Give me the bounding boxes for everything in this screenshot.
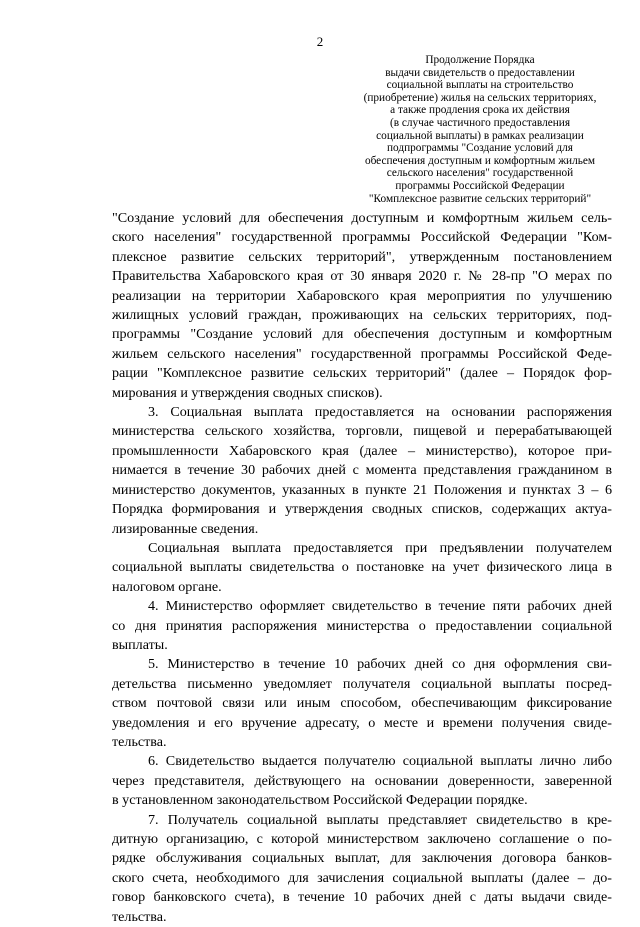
paragraph-line: Правительства Хабаровского края от 30 января 2020 г. № 28-пр "О мерах по	[112, 268, 612, 285]
paragraph-line: налоговом органе.	[112, 578, 222, 595]
paragraph-line: рации "Комплексное развитие сельских территорий" (далее – Порядок фор-	[112, 365, 612, 382]
paragraph-line: реализации на территории Хабаровского края мероприятия по улучшению	[112, 287, 612, 304]
continuation-header-line: (приобретение) жилья на сельских территориях,	[363, 91, 597, 104]
paragraph-line: тельства.	[112, 908, 167, 925]
paragraph-line: ского населения" государственной программы Российской Федерации "Ком-	[112, 229, 612, 246]
paragraph-line: программы "Создание условий для обеспечения доступным и комфортным	[112, 326, 612, 343]
paragraph-line: Социальная выплата предоставляется при предъявлении получателем	[148, 539, 612, 556]
paragraph-line: 4. Министерство оформляет свидетельство в течение пяти рабочих дней	[148, 598, 612, 615]
paragraph-line: социальной выплаты свидетельства о постановке на учет физического лица в	[112, 559, 612, 576]
paragraph-line: ством почтовой связи или иным способом, обеспечивающим фиксирование	[112, 695, 612, 712]
paragraph-line: лизированные сведения.	[112, 520, 259, 537]
paragraph-line: Порядка формирования и утверждения сводных списков, содержащих актуа-	[112, 501, 612, 518]
paragraph-line: министерства сельского хозяйства, торговли, пищевой и перерабатывающей	[112, 423, 612, 440]
paragraph-line: плексное развитие сельских территорий", утвержденным постановлением	[112, 248, 612, 265]
continuation-header-line: подпрограммы "Создание условий для	[387, 142, 573, 155]
paragraph-line: со дня принятия распоряжения министерства о предоставлении социальной	[112, 617, 612, 634]
paragraph-line: мирования и утверждения сводных списков).	[112, 384, 383, 401]
paragraph	[112, 752, 612, 810]
paragraph-line: рядке обслуживания социальных выплат, для заключения договора банков-	[112, 850, 612, 867]
continuation-header-line: социальной выплаты на строительство	[386, 79, 574, 92]
paragraph-line: говор банковского счета), в течение 10 рабочих дней с даты выдачи свиде-	[112, 889, 612, 906]
continuation-header-line: программы Российской Федерации	[395, 179, 565, 192]
paragraph-line: министерство документов, указанных в пункте 21 Положения и пунктах 3 – 6	[112, 481, 612, 498]
continuation-header-line: "Комплексное развитие сельских территорий"	[368, 192, 592, 205]
continuation-header-line: социальной выплаты) в рамках реализации	[376, 129, 584, 142]
continuation-header-line: а также продления срока их действия	[390, 104, 570, 117]
continuation-header-line: Продолжение Порядка	[425, 54, 535, 66]
paragraph-line: тельства.	[112, 733, 167, 750]
paragraph-line: 6. Свидетельство выдается получателю социальной выплаты лично либо	[148, 753, 612, 770]
paragraph-line: жильем сельского населения" государственной программы Российской Феде-	[112, 345, 612, 362]
paragraph-line: детельства письменно уведомляет получателя социальной выплаты посред-	[112, 675, 612, 692]
paragraph	[112, 539, 612, 597]
paragraph	[112, 811, 612, 927]
paragraph	[112, 403, 612, 539]
document-body	[112, 209, 612, 927]
paragraph-line: 3. Социальная выплата предоставляется на основании распоряжения	[148, 404, 612, 421]
continuation-header-line: сельского населения" государственной	[386, 167, 574, 180]
paragraph-line: "Создание условий для обеспечения доступным и комфортным жильем сель-	[112, 210, 612, 226]
continuation-header	[330, 54, 630, 205]
paragraph-line: уведомления и его вручение адресату, о месте и времени получения свиде-	[112, 714, 612, 731]
continuation-header-line: выдачи свидетельств о предоставлении	[385, 66, 575, 79]
paragraph-line: дитную организацию, с которой министерством заключено соглашение о по-	[112, 831, 612, 847]
paragraph-line: ского счета, необходимого для зачисления социальной выплаты (далее – до-	[112, 869, 612, 886]
paragraph	[112, 209, 612, 403]
paragraph-line: 7. Получатель социальной выплаты представляет свидетельство в кре-	[148, 811, 612, 828]
paragraph-line: 5. Министерство в течение 10 рабочих дней со дня оформления сви-	[148, 656, 612, 673]
paragraph	[112, 597, 612, 655]
page-number: 2	[316, 34, 324, 49]
paragraph-line: через представителя, действующего на основании доверенности, заверенной	[112, 772, 612, 789]
continuation-header-line: (в случае частичного предоставления	[389, 116, 571, 129]
paragraph-line: промышленности Хабаровского края (далее – министерство), которое при-	[112, 442, 612, 459]
paragraph-line: нимается в течение 30 рабочих дней с момента представления гражданином в	[112, 462, 612, 479]
continuation-header-line: обеспечения доступным и комфортным жильем	[364, 154, 596, 167]
paragraph-line: выплаты.	[112, 636, 168, 653]
paragraph-line: в установленном законодательством Российской Федерации порядке.	[112, 792, 528, 809]
paragraph	[112, 655, 612, 752]
paragraph-line: жилищных условий граждан, проживающих на сельских территориях, под-	[112, 307, 612, 324]
